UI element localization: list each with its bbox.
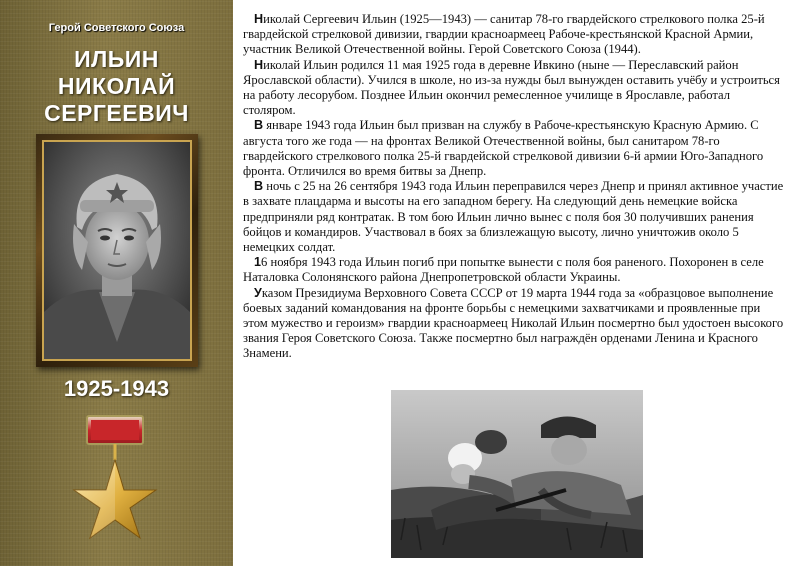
paragraph-intro: Николай Сергеевич Ильин (1925—1943) — санитар 78-го гвардейского стрелкового полка 25-й гвардейской стрелковой дивизии, гвардии красноармеец Рабоче-крестьянской Красной Армии, участник Великой Отечественной войны. Герой Советского Союза (1944). [243, 12, 765, 57]
battlefield-photo [391, 390, 643, 558]
portrait-frame [36, 134, 198, 367]
hero-title-label: Герой Советского Союза [48, 22, 185, 34]
gold-star-medal-icon [70, 410, 160, 560]
medic-with-wounded-soldier-photo-icon [391, 390, 643, 558]
soldier-portrait-icon [44, 142, 190, 359]
first-name: НИКОЛАЙ [57, 73, 176, 99]
life-years: 1925-1943 [63, 376, 170, 401]
biography-article [243, 12, 785, 362]
paragraph-dnieper-battle: В ночь с 25 на 26 сентября 1943 года Ильин переправился через Днепр и принял активное участие в захвате плацдарма и высоты на его западном берегу. На следующий день немецкие войска предприняли ряд контратак. В том бою Ильин лично вынес с поля боя 30 получивших ранения бойцов и командиров. Участвовал в боях за близлежащую высоту, лично уничтожив около 5 немецких солдат. [243, 179, 784, 255]
surname: ИЛЬИН [74, 46, 159, 72]
patronymic: СЕРГЕЕВИЧ [44, 100, 189, 126]
paragraph-award: Указом Президиума Верховного Совета СССР от 19 марта 1944 года за «образцовое выполнение боевых заданий командования на фронте борьбы с немецкими захватчиками и проявленные при этом мужество и героизм» гвардии красноармеец Николай Ильин посмертно был удостоен высокого звания Героя Советского Союза. Также посмертно был награждён орденами Ленина и Красного Знамени. [243, 285, 784, 361]
paragraph-service: В январе 1943 года Ильин был призван на службу в Рабоче-крестьянскую Красную Армию. С августа того же года — на фронтах Великой Отечественной войны, был санитаром 78-го гвардейского стрелкового полка 25-й гвардейской стрелковой дивизии 6-й армии Юго-Западного фронта. Отличился во время битвы за Днепр. [243, 118, 764, 179]
paragraph-early-life: Николай Ильин родился 11 мая 1925 года в деревне Ивкино (ныне — Переславский район Ярославской области). Учился в школе, но из-за нужды был вынужден оставить учёбу и устроиться на работу лесорубом. Позднее Ильин окончил ремесленное училище в Ярославле, работал столяром. [243, 57, 780, 118]
hero-sidebar [0, 0, 233, 566]
paragraph-death: 16 ноября 1943 года Ильин погиб при попытке вынести с поля боя раненого. Похоронен в селе Наталовка Солонянского района Днепропетровской области Украины. [243, 255, 764, 285]
